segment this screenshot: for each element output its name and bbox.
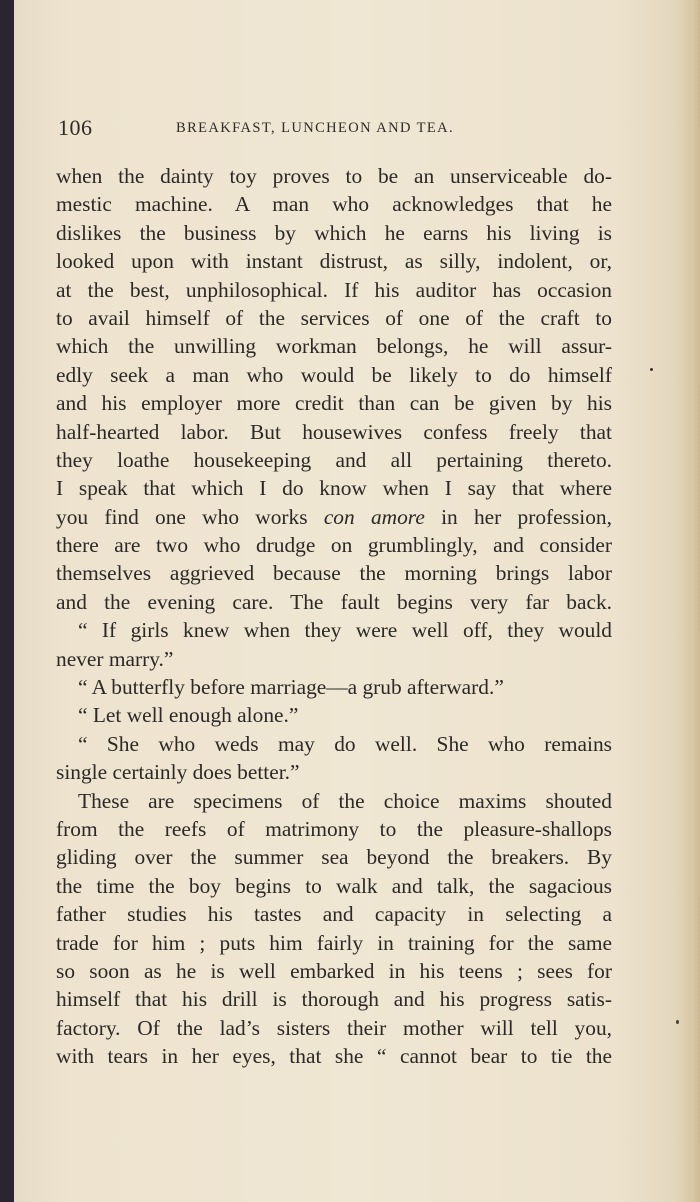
text-line: himself that his drill is thorough and his progress satis- xyxy=(56,987,612,1012)
italic-phrase: con amore xyxy=(323,504,425,529)
text-line: dislikes the business by which he earns his living is xyxy=(56,220,612,245)
text-line: mestic machine. A man who acknowledges that he xyxy=(56,192,612,217)
paper-speck xyxy=(676,1020,679,1024)
text-line: and the evening care. The fault begins very far back. xyxy=(56,589,612,614)
paper-speck xyxy=(650,368,653,371)
text-line: when the dainty toy proves to be an unserviceable do- xyxy=(56,164,612,188)
text-line: looked upon with instant distrust, as silly, indolent, or, xyxy=(56,249,612,274)
text-line: with tears in her eyes, that she “ cannot bear to tie the xyxy=(56,1044,612,1069)
book-page xyxy=(14,0,700,1202)
page-number: 106 xyxy=(58,115,93,140)
page-header xyxy=(58,112,618,146)
body-text xyxy=(56,162,612,1071)
text-line: from the reefs of matrimony to the pleasure-shallops xyxy=(56,816,612,841)
text-line: never marry.” xyxy=(56,646,174,671)
text-line: there are two who drudge on grumblingly, and consider xyxy=(56,533,612,558)
text-line: so soon as he is well embarked in his teens ; sees for xyxy=(56,958,612,983)
text-line: which the unwilling workman belongs, he will assur- xyxy=(56,334,612,359)
text-line: you find one who works con amore in her profession, xyxy=(56,504,612,529)
text-line: half-hearted labor. But housewives confess freely that xyxy=(56,419,612,444)
text-line: themselves aggrieved because the morning brings labor xyxy=(56,561,612,586)
text-line: “ A butterfly before marriage—a grub afterward.” xyxy=(78,675,504,700)
text-line: at the best, unphilosophical. If his auditor has occasion xyxy=(56,277,612,302)
text-line: “ If girls knew when they were well off, they would xyxy=(78,618,612,643)
text-line: and his employer more credit than can be given by his xyxy=(56,391,612,416)
text-line: factory. Of the lad’s sisters their mother will tell you, xyxy=(56,1015,612,1040)
text-line: the time the boy begins to walk and talk, the sagacious xyxy=(56,873,612,898)
text-line: I speak that which I do know when I say that where xyxy=(56,476,612,501)
text-line: These are specimens of the choice maxims shouted xyxy=(78,788,612,813)
text-line: to avail himself of the services of one of the craft to xyxy=(56,305,612,330)
running-head: BREAKFAST, LUNCHEON AND TEA. xyxy=(176,120,455,136)
text-line: “ She who weds may do well. She who remains xyxy=(78,731,612,756)
text-line: “ Let well enough alone.” xyxy=(78,703,299,728)
text-line: edly seek a man who would be likely to do himself xyxy=(56,362,612,387)
text-line: they loathe housekeeping and all pertaining thereto. xyxy=(56,447,612,472)
text-line: single certainly does better.” xyxy=(56,760,300,785)
text-line: trade for him ; puts him fairly in training for the same xyxy=(56,930,612,955)
text-line: gliding over the summer sea beyond the breakers. By xyxy=(56,845,612,870)
text-line: father studies his tastes and capacity in selecting a xyxy=(56,902,612,927)
